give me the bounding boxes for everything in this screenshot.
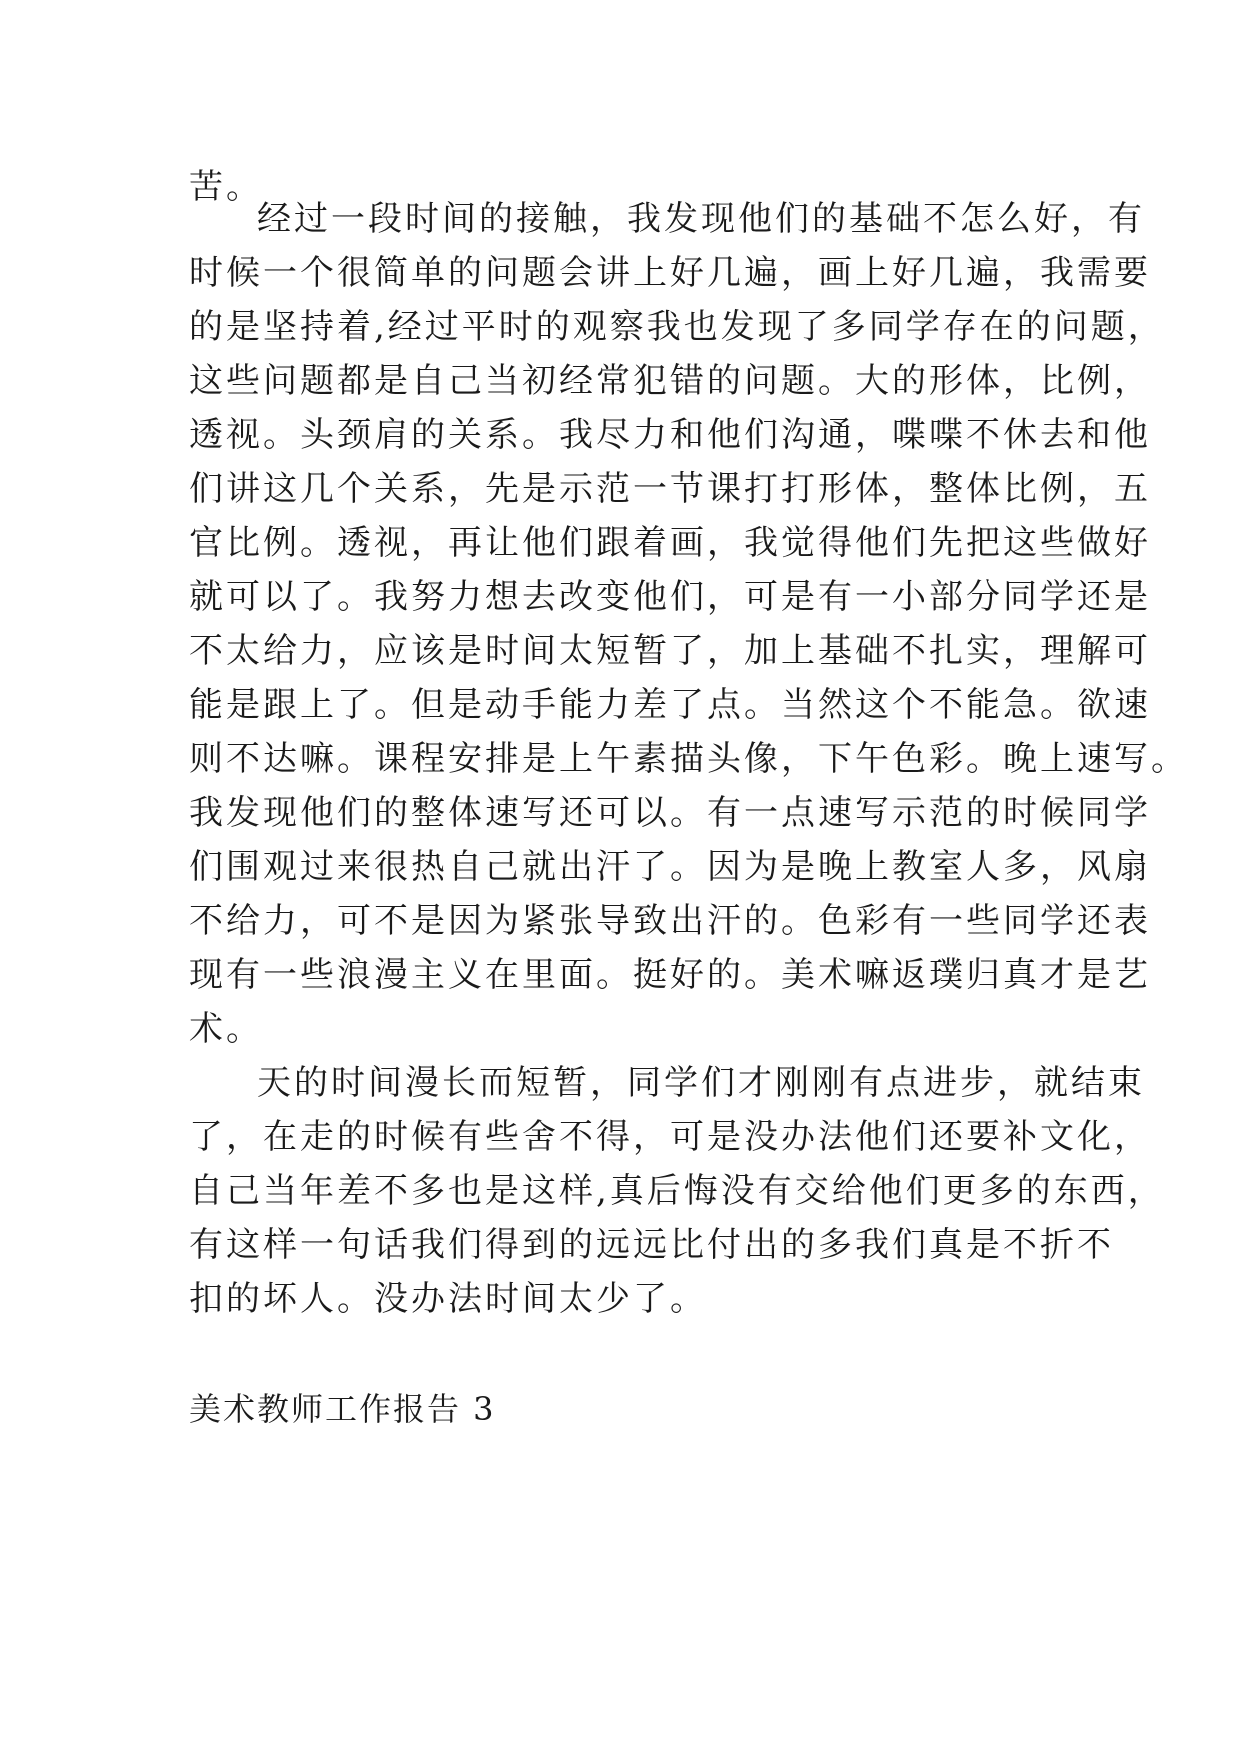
paragraph-line: 们围观过来很热自己就出汗了。因为是晚上教室人多，风扇 [189,847,1151,887]
paragraph-line: 的是坚持着,经过平时的观察我也发现了多同学存在的问题， [189,307,1165,347]
paragraph-line: 现有一些浪漫主义在里面。挺好的。美术嘛返璞归真才是艺 [189,955,1151,995]
paragraph-line: 扣的坏人。没办法时间太少了。 [189,1279,707,1319]
paragraph-line: 了，在走的时候有些舍不得，可是没办法他们还要补文化， [189,1117,1151,1157]
paragraph-line: 则不达嘛。课程安排是上午素描头像，下午色彩。晚上速写。 [189,739,1188,779]
paragraph-line: 有这样一句话我们得到的远远比付出的多我们真是不折不 [189,1225,1114,1265]
paragraph-line: 不给力，可不是因为紧张导致出汗的。色彩有一些同学还表 [189,901,1151,941]
paragraph-line: 官比例。透视，再让他们跟着画，我觉得他们先把这些做好 [189,523,1151,563]
paragraph-line: 这些问题都是自己当初经常犯错的问题。大的形体，比例， [189,361,1151,401]
paragraph-line: 不太给力，应该是时间太短暂了，加上基础不扎实，理解可 [189,631,1151,671]
paragraph-line: 时候一个很简单的问题会讲上好几遍，画上好几遍，我需要 [189,253,1151,293]
paragraph-line: 经过一段时间的接触，我发现他们的基础不怎么好，有 [257,199,1145,239]
paragraph-line: 透视。头颈肩的关系。我尽力和他们沟通，喋喋不休去和他 [189,415,1151,455]
paragraph-line: 能是跟上了。但是动手能力差了点。当然这个不能急。欲速 [189,685,1151,725]
section-heading: 美术教师工作报告 3 [189,1390,496,1428]
paragraph-line: 我发现他们的整体速写还可以。有一点速写示范的时候同学 [189,793,1151,833]
paragraph-line: 们讲这几个关系，先是示范一节课打打形体，整体比例，五 [189,469,1151,509]
paragraph-line: 自己当年差不多也是这样,真后悔没有交给他们更多的东西， [189,1171,1165,1211]
paragraph-line: 就可以了。我努力想去改变他们，可是有一小部分同学还是 [189,577,1151,617]
paragraph-line: 术。 [189,1009,263,1049]
paragraph-line: 天的时间漫长而短暂，同学们才刚刚有点进步，就结束 [257,1063,1145,1103]
paragraph-line: 苦。 [189,167,263,207]
